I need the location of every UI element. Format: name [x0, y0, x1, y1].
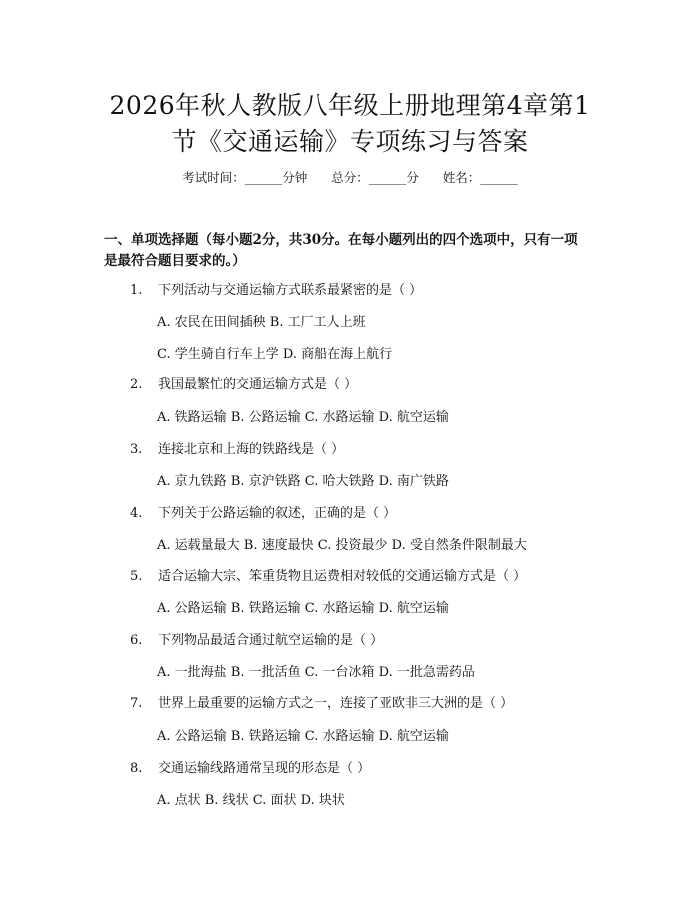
question-3-options: A. 京九铁路 B. 京沪铁路 C. 哈大铁路 D. 南广铁路 — [157, 474, 449, 489]
question-number: 4. — [130, 506, 143, 521]
exam-time-field: 考试时间：______分钟 — [182, 170, 308, 185]
question-number: 6. — [130, 633, 143, 648]
question-6 — [130, 631, 383, 651]
question-number: 2. — [130, 377, 143, 392]
student-name-field: 姓名：______ — [442, 170, 518, 185]
page-title-line-2: 节《交通运输》专项练习与答案 — [171, 127, 529, 156]
question-4-options: A. 运载量最大 B. 速度最快 C. 投资最少 D. 受自然条件限制最大 — [157, 538, 527, 553]
question-text: 我国最繁忙的交通运输方式是（ ） — [158, 377, 358, 392]
question-number: 1. — [130, 283, 143, 298]
question-5 — [130, 567, 526, 587]
question-8 — [130, 759, 370, 779]
question-number: 5. — [130, 569, 143, 584]
question-text: 下列关于公路运输的叙述，正确的是（ ） — [158, 506, 397, 521]
question-2 — [130, 375, 357, 395]
question-1-options-row-1: A. 农民在田间插秧 B. 工厂工人上班 — [157, 315, 366, 330]
question-number: 7. — [130, 696, 143, 711]
question-text: 下列物品最适合通过航空运输的是（ ） — [158, 633, 384, 648]
question-text: 下列活动与交通运输方式联系最紧密的是（ ） — [158, 283, 423, 298]
section-heading-line-2: 是最符合题目要求的。） — [104, 253, 246, 269]
question-text: 交通运输线路通常呈现的形态是（ ） — [158, 761, 371, 776]
question-6-options: A. 一批海盐 B. 一批活鱼 C. 一台冰箱 D. 一批急需药品 — [157, 665, 475, 680]
section-heading-line-1: 一、单项选择题（每小题2分，共30分。在每小题列出的四个选项中，只有一项 — [104, 232, 578, 248]
question-3 — [130, 440, 344, 460]
question-text: 适合运输大宗、笨重货物且运费相对较低的交通运输方式是（ ） — [158, 569, 527, 584]
question-text: 连接北京和上海的铁路线是（ ） — [158, 442, 345, 457]
question-8-options: A. 点状 B. 线状 C. 面状 D. 块状 — [157, 793, 345, 808]
question-7-options: A. 公路运输 B. 铁路运输 C. 水路运输 D. 航空运输 — [157, 729, 449, 744]
question-5-options: A. 公路运输 B. 铁路运输 C. 水路运输 D. 航空运输 — [157, 601, 449, 616]
page-title-line-1: 2026年秋人教版八年级上册地理第4章第1 — [109, 91, 591, 120]
question-number: 3. — [130, 442, 143, 457]
total-score-field: 总分：______分 — [331, 170, 419, 185]
exam-info — [0, 168, 700, 188]
question-2-options: A. 铁路运输 B. 公路运输 C. 水路运输 D. 航空运输 — [157, 410, 449, 425]
question-1-options-row-2: C. 学生骑自行车上学 D. 商船在海上航行 — [157, 347, 393, 362]
question-number: 8. — [130, 761, 143, 776]
question-7 — [130, 694, 513, 714]
question-text: 世界上最重要的运输方式之一，连接了亚欧非三大洲的是（ ） — [158, 696, 514, 711]
question-1 — [130, 281, 422, 301]
question-4 — [130, 504, 396, 524]
